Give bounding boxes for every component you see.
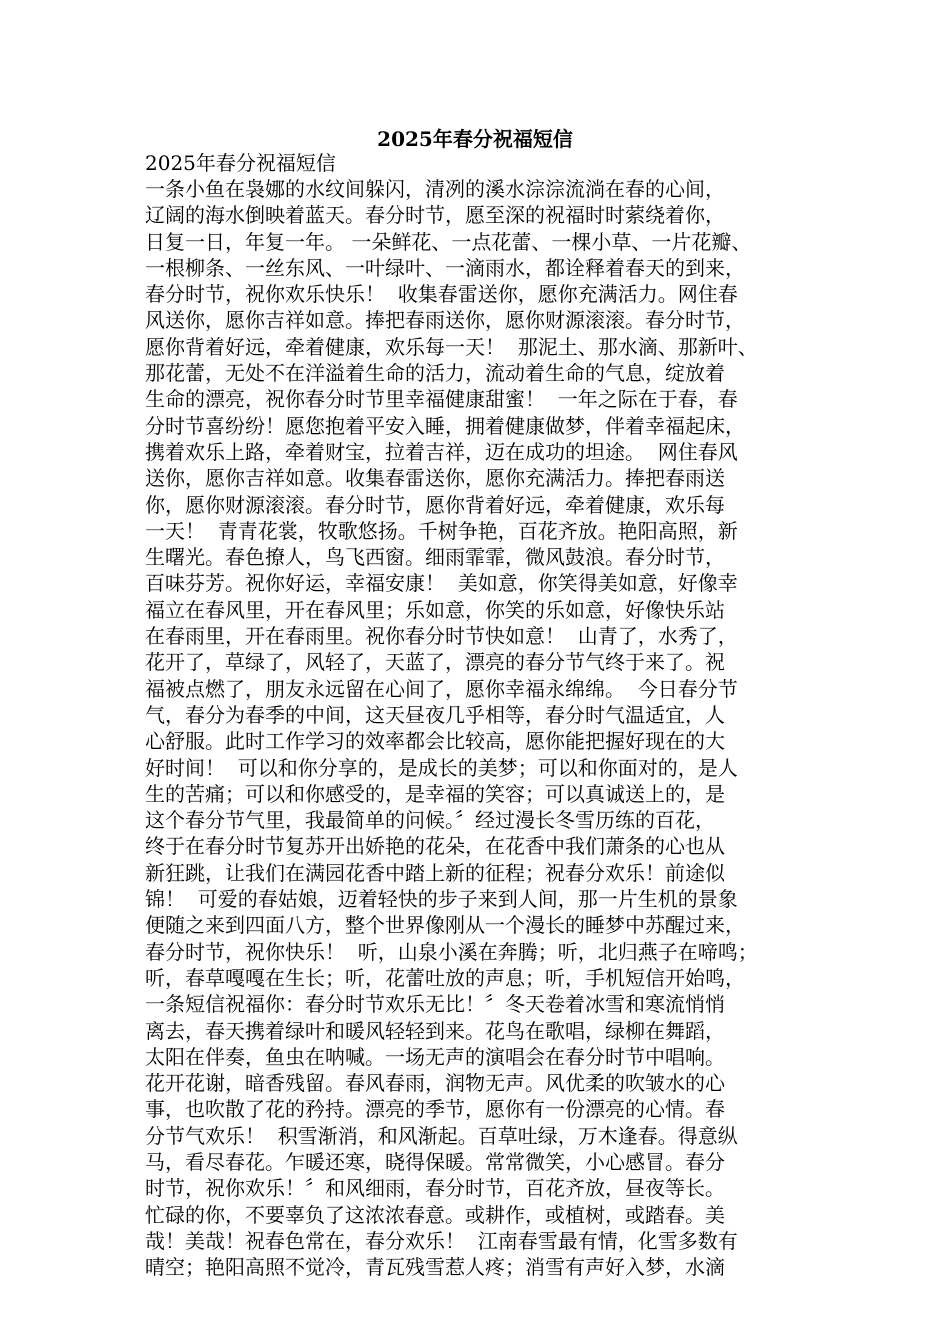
body-text-line: 春分时节，祝你欢乐快乐！ 收集春雷送你，愿你充满活力。网住春 (145, 282, 738, 307)
body-text-line: 心舒服。此时工作学习的效率都会比较高，愿你能把握好现在的大 (145, 729, 725, 754)
body-text-line: 时节，祝你欢乐！〞和风细雨，春分时节，百花齐放，昼夜等长。 (145, 1176, 725, 1201)
body-text-line: 那花蕾，无处不在洋溢着生命的活力，流动着生命的气息，绽放着 (145, 361, 725, 386)
document-body (145, 176, 825, 1280)
body-text-line: 福被点燃了，朋友永远留在心间了，愿你幸福永绵绵。 今日春分节 (145, 676, 738, 701)
body-text-line: 新狂跳，让我们在满园花香中踏上新的征程；祝春分欢乐！前途似 (145, 860, 725, 885)
body-text-line: 日复一日，年复一年。 一朵鲜花、一点花蕾、一棵小草、一片花瓣、 (145, 229, 752, 254)
body-text-line: 送你，愿你吉祥如意。收集春雷送你，愿你充满活力。捧把春雨送 (145, 466, 725, 491)
body-text-line: 太阳在伴奏，鱼虫在呐喊。一场无声的演唱会在春分时节中唱响。 (145, 1044, 725, 1069)
body-text-line: 风送你，愿你吉祥如意。捧把春雨送你，愿你财源滚滚。春分时节， (145, 308, 745, 333)
body-text-line: 花开花谢，暗香残留。春风春雨，润物无声。风优柔的吹皱水的心 (145, 1071, 725, 1096)
body-text-line: 生曙光。春色撩人，鸟飞西窗。细雨霏霏，微风鼓浪。春分时节， (145, 545, 725, 570)
body-text-line: 一天！ 青青花裳，牧歌悠扬。千树争艳，百花齐放。艳阳高照，新 (145, 518, 738, 543)
body-text-line: 离去，春天携着绿叶和暖风轻轻到来。花鸟在歌唱，绿柳在舞蹈， (145, 1018, 725, 1043)
body-text-line: 好时间！ 可以和你分享的，是成长的美梦；可以和你面对的，是人 (145, 755, 738, 780)
body-text-line: 锦！ 可爱的春姑娘，迈着轻快的步子来到人间，那一片生机的景象 (145, 887, 738, 912)
body-text-line: 生命的漂亮，祝你春分时节里幸福健康甜蜜！ 一年之际在于春，春 (145, 387, 738, 412)
body-text-line: 在春雨里，开在春雨里。祝你春分时节快如意！ 山青了，水秀了， (145, 624, 738, 649)
body-text-line: 终于在春分时节复苏开出娇艳的花朵，在花香中我们萧条的心也从 (145, 834, 725, 859)
body-text-line: 生的苦痛；可以和你感受的，是幸福的笑容；可以真诚送上的，是 (145, 781, 725, 806)
body-text-line: 携着欢乐上路，牵着财宝，拉着吉祥，迈在成功的坦途。 网住春风 (145, 439, 738, 464)
document-subtitle: 2025年春分祝福短信 (145, 151, 336, 175)
body-text-line: 辽阔的海水倒映着蓝天。春分时节，愿至深的祝福时时萦绕着你， (145, 203, 725, 228)
body-text-line: 春分时节，祝你快乐！ 听，山泉小溪在奔腾；听，北归燕子在啼鸣； (145, 939, 758, 964)
body-text-line: 百味芬芳。祝你好运，幸福安康！ 美如意，你笑得美如意，好像幸 (145, 571, 738, 596)
body-text-line: 听，春草嘎嘎在生长；听，花蕾吐放的声息；听，手机短信开始鸣， (145, 965, 745, 990)
document-title: 2025年春分祝福短信 (377, 127, 573, 151)
body-text-line: 愿你背着好远，牵着健康，欢乐每一天！ 那泥土、那水滴、那新叶、 (145, 334, 758, 359)
body-text-line: 一根柳条、一丝东风、一叶绿叶、一滴雨水，都诠释着春天的到来， (145, 255, 745, 280)
body-text-line: 分时节喜纷纷！愿您抱着平安入睡，拥着健康做梦，伴着幸福起床， (145, 413, 745, 438)
body-text-line: 气，春分为春季的中间，这天昼夜几乎相等，春分时气温适宜，人 (145, 702, 725, 727)
body-text-line: 忙碌的你，不要辜负了这浓浓春意。或耕作，或植树，或踏春。美 (145, 1202, 725, 1227)
body-text-line: 一条短信祝福你：春分时节欢乐无比！〞冬天卷着冰雪和寒流悄悄 (145, 992, 725, 1017)
body-text-line: 晴空；艳阳高照不觉冷，青瓦残雪惹人疼；消雪有声好入梦，水滴 (145, 1255, 725, 1280)
body-text-line: 你，愿你财源滚滚。春分时节，愿你背着好远，牵着健康，欢乐每 (145, 492, 725, 517)
body-text-line: 便随之来到四面八方，整个世界像刚从一个漫长的睡梦中苏醒过来， (145, 913, 745, 938)
body-text-line: 事，也吹散了花的矜持。漂亮的季节，愿你有一份漂亮的心情。春 (145, 1097, 725, 1122)
body-text-line: 这个春分节气里，我最简单的问候。〞经过漫长冬雪历练的百花， (145, 808, 715, 833)
body-text-line: 一条小鱼在袅娜的水纹间躲闪，清冽的溪水淙淙流淌在春的心间， (145, 177, 725, 201)
body-text-line: 福立在春风里，开在春风里；乐如意，你笑的乐如意，好像快乐站 (145, 597, 725, 622)
body-text-line: 马，看尽春花。乍暖还寒，晓得保暖。常常微笑，小心感冒。春分 (145, 1149, 725, 1174)
body-text-line: 分节气欢乐！ 积雪渐消，和风渐起。百草吐绿，万木逢春。得意纵 (145, 1123, 738, 1148)
body-text-line: 哉！美哉！祝春色常在，春分欢乐！ 江南春雪最有情，化雪多数有 (145, 1228, 738, 1253)
body-text-line: 花开了，草绿了，风轻了，天蓝了，漂亮的春分节气终于来了。祝 (145, 650, 725, 675)
